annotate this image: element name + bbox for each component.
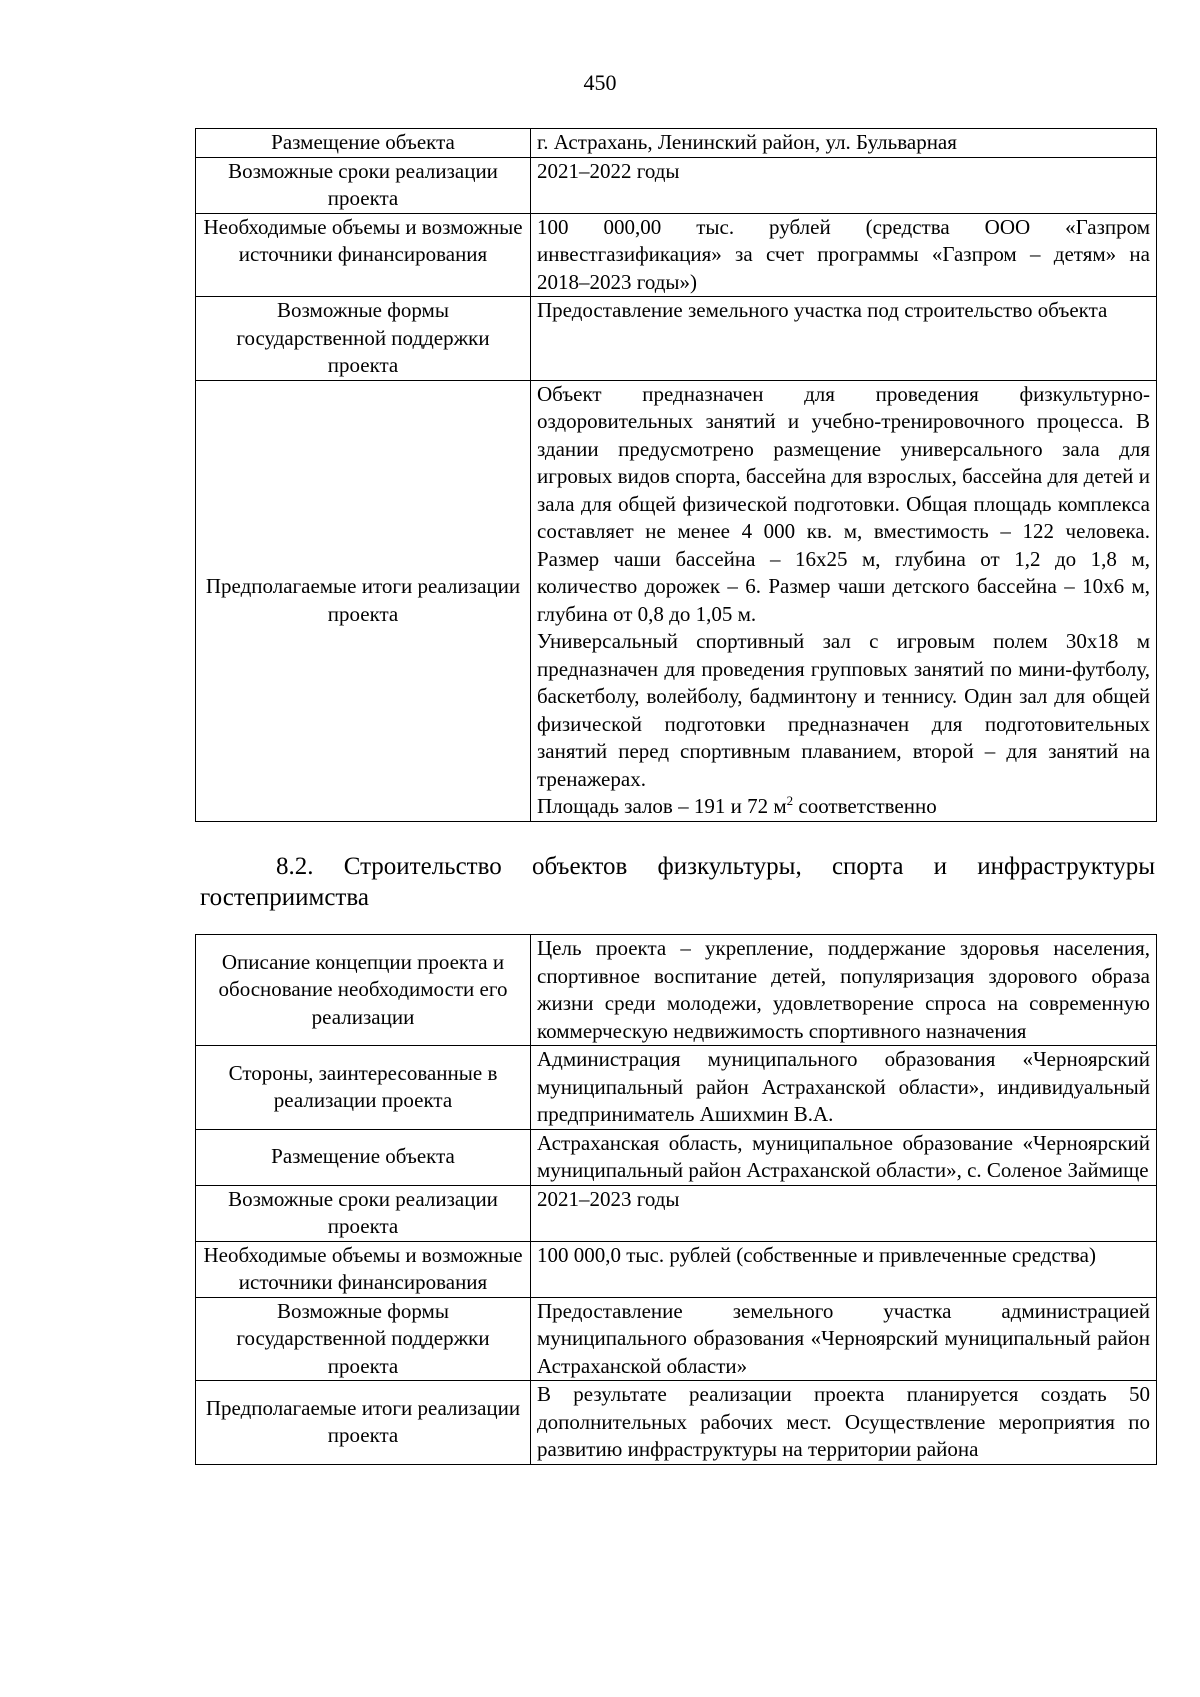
page-number: 450 — [583, 70, 617, 95]
row-value: г. Астрахань, Ленинский район, ул. Бульварная — [531, 129, 1157, 158]
area-superscript: 2 — [786, 793, 794, 808]
value-paragraph: Объект предназначен для проведения физкультурно-оздоровительных занятий и учебно-тренировочного процесса. В здании предусмотрено размещение универсального зала для игровых видов спорта, бассейна для взрослых, бассейна для детей и зала для общей физической подготовки. Общая площадь комплекса составляет не менее 4 000 кв. м, вместимость – 122 человека. Размер чаши бассейна – 16х25 м, глубина от 1,2 до 1,8 м, количество дорожек – 6. Размер чаши детского бассейна – 10х6 м, глубина от 0,8 до 1,05 м. — [537, 381, 1150, 626]
table-row — [196, 297, 1157, 381]
row-label: Возможные формы государственной поддержки проекта — [196, 1297, 531, 1381]
row-value: Администрация муниципального образования «Черноярский муниципальный район Астраханской области», индивидуальный предприниматель Ашихмин В.А. — [531, 1046, 1157, 1130]
row-label: Стороны, заинтересованные в реализации проекта — [196, 1046, 531, 1130]
table-row — [196, 935, 1157, 1046]
table-row — [196, 129, 1157, 158]
row-value: 2021–2023 годы — [531, 1185, 1157, 1241]
row-value: 100 000,00 тыс. рублей (средства ООО «Газпром инвестгазификация» за счет программы «Газпром – детям» на 2018–2023 годы») — [531, 213, 1157, 297]
table-row — [196, 213, 1157, 297]
row-label: Возможные формы государственной поддержки проекта — [196, 297, 531, 381]
table-row — [196, 1185, 1157, 1241]
row-value: 100 000,0 тыс. рублей (собственные и привлеченные средства) — [531, 1241, 1157, 1297]
row-label: Необходимые объемы и возможные источники финансирования — [196, 213, 531, 297]
row-label: Возможные сроки реализации проекта — [196, 1185, 531, 1241]
table-row — [196, 380, 1157, 821]
row-label: Необходимые объемы и возможные источники финансирования — [196, 1241, 531, 1297]
row-value: Цель проекта – укрепление, поддержание здоровья населения, спортивное воспитание детей, популяризация здорового образа жизни среди молодежи, удовлетворение спроса на современную коммерческую недвижимость спортивного назначения — [531, 935, 1157, 1046]
section-heading: 8.2. Строительство объектов физкультуры, спорта и инфраструктуры гостеприимства — [200, 853, 1155, 911]
area-line — [537, 793, 1150, 821]
row-label: Размещение объекта — [196, 129, 531, 158]
project-table-1 — [195, 128, 1157, 822]
area-text: Площадь залов – 191 и 72 м — [537, 794, 787, 818]
table-row — [196, 1297, 1157, 1381]
table-row — [196, 1241, 1157, 1297]
table-row — [196, 157, 1157, 213]
row-label: Описание концепции проекта и обоснование необходимости его реализации — [196, 935, 531, 1046]
row-label: Предполагаемые итоги реализации проекта — [196, 380, 531, 821]
table-row — [196, 1046, 1157, 1130]
row-label: Возможные сроки реализации проекта — [196, 157, 531, 213]
row-value: Предоставление земельного участка под строительство объекта — [531, 297, 1157, 381]
row-value: Астраханская область, муниципальное образование «Черноярский муниципальный район Астраханской области», с. Соленое Займище — [531, 1129, 1157, 1185]
table-row — [196, 1381, 1157, 1465]
row-value: 2021–2022 годы — [531, 157, 1157, 213]
value-paragraph: Универсальный спортивный зал с игровым полем 30х18 м предназначен для проведения групповых занятий по мини-футболу, баскетболу, волейболу, бадминтону и теннису. Один зал для общей физической подготовки предназначен для подготовительных занятий перед спортивным плаванием, второй – для занятий на тренажерах. — [537, 629, 1150, 791]
table-row — [196, 1129, 1157, 1185]
row-value: В результате реализации проекта планируется создать 50 дополнительных рабочих мест. Осуществление мероприятия по развитию инфраструктуры на территории района — [531, 1381, 1157, 1465]
row-label: Размещение объекта — [196, 1129, 531, 1185]
row-value — [531, 380, 1157, 821]
project-table-2 — [195, 934, 1157, 1465]
area-tail: соответственно — [793, 794, 937, 818]
row-value: Предоставление земельного участка администрацией муниципального образования «Черноярский муниципальный район Астраханской области» — [531, 1297, 1157, 1381]
row-label: Предполагаемые итоги реализации проекта — [196, 1381, 531, 1465]
